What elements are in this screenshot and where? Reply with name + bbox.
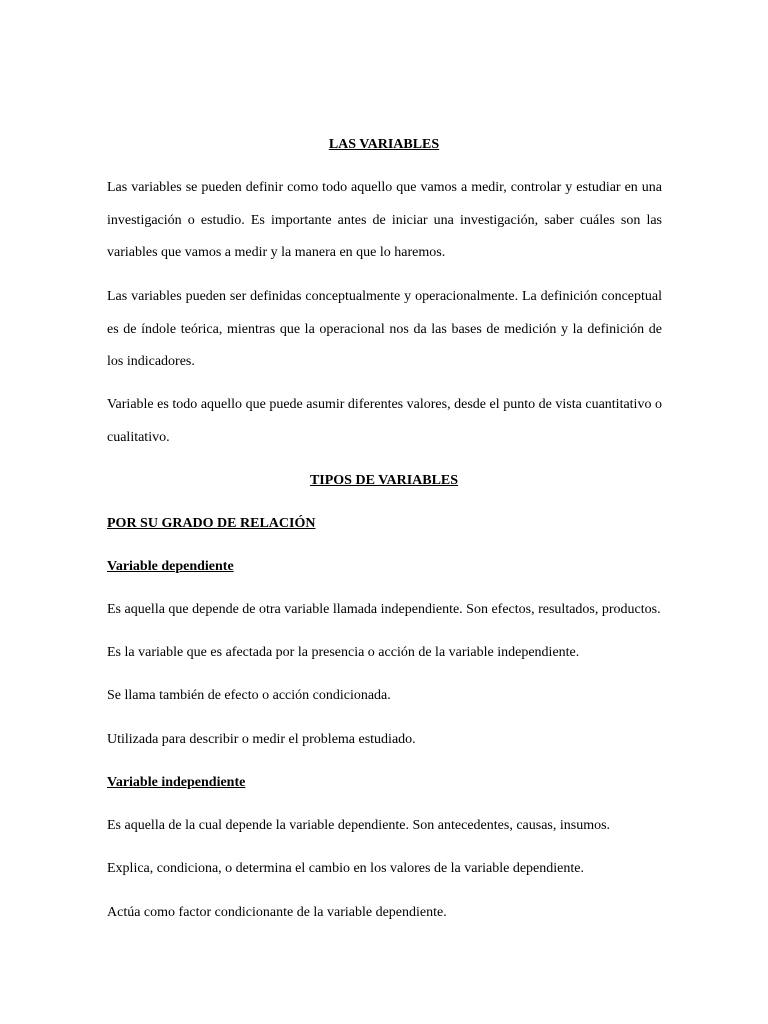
dependent-line-4: Utilizada para describir o medir el problema estudiado. [107, 732, 416, 747]
dependent-line-1: Es aquella que depende de otra variable llamada independiente. Son efectos, resultados, productos. [107, 602, 661, 617]
intro-paragraph-1: Las variables se pueden definir como todo aquello que vamos a medir, controlar y estudiar en una investigación o estudio. Es importante antes de iniciar una investigación, saber cuáles son las variables que vamos a medir y la manera en que lo haremos. [107, 180, 662, 260]
intro-paragraph-2: Las variables pueden ser definidas conceptualmente y operacionalmente. La definición conceptual es de índole teórica, mientras que la operacional nos da las bases de medición y la definición de los indicadores. [107, 289, 662, 369]
section-title: TIPOS DE VARIABLES [309, 473, 459, 488]
independent-line-1: Es aquella de la cual depende la variable dependiente. Son antecedentes, causas, insumos. [107, 818, 611, 833]
intro-paragraph-3: Variable es todo aquello que puede asumir diferentes valores, desde el punto de vista cuantitativo o cualitativo. [107, 397, 662, 445]
dependent-line-3: Se llama también de efecto o acción condicionada. [107, 688, 391, 703]
subsection-title: POR SU GRADO DE RELACIÓN [107, 516, 316, 531]
independent-line-3: Actúa como factor condicionante de la variable dependiente. [107, 905, 447, 920]
independent-variable-heading: Variable independiente [107, 775, 246, 790]
dependent-variable-heading: Variable dependiente [107, 559, 234, 574]
dependent-line-2: Es la variable que es afectada por la presencia o acción de la variable independiente. [107, 645, 580, 660]
document-title: LAS VARIABLES [328, 137, 440, 152]
independent-line-2: Explica, condiciona, o determina el cambio en los valores de la variable dependiente. [107, 861, 584, 876]
